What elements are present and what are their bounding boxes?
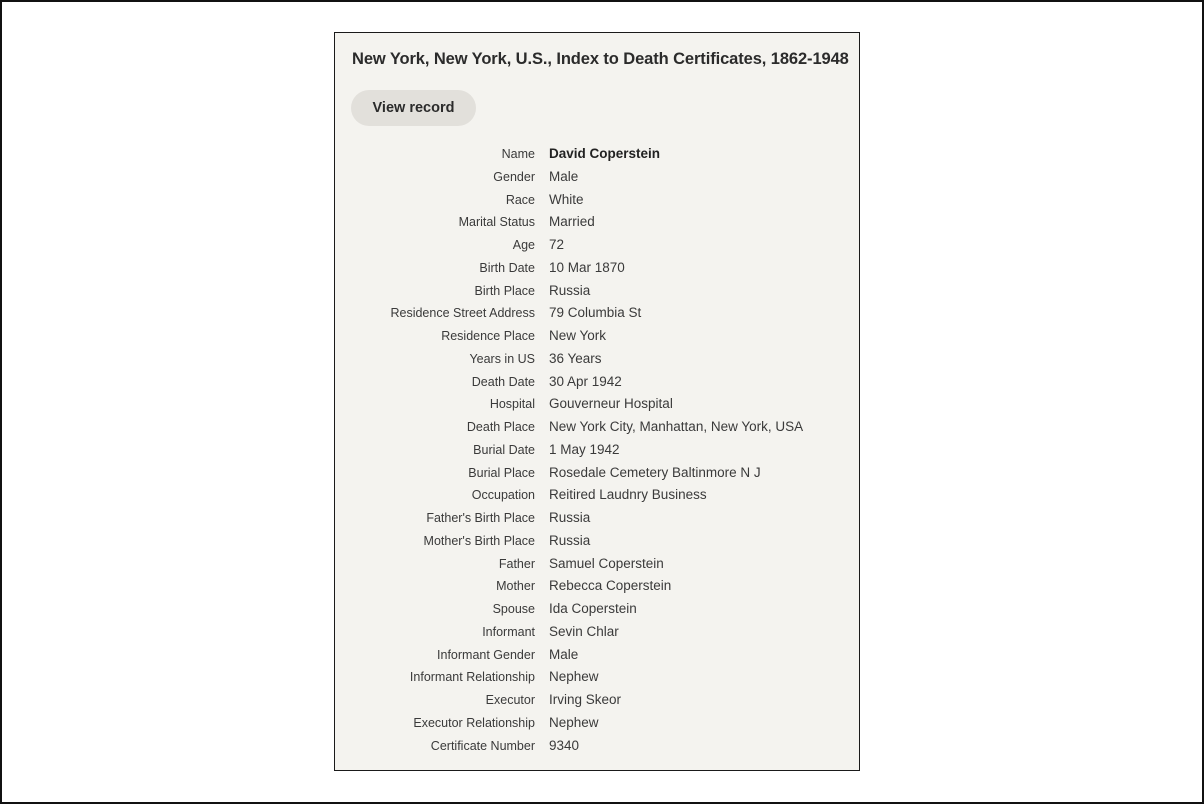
field-value: 79 Columbia St: [549, 305, 642, 321]
field-value: Russia: [549, 510, 591, 525]
field-value: Married: [549, 214, 595, 230]
field-label: Spouse: [492, 602, 535, 616]
field-row: [335, 280, 859, 303]
field-value: David Coperstein: [549, 146, 661, 161]
field-value: New York City, Manhattan, New York, USA: [549, 419, 804, 434]
field-label: Marital Status: [458, 215, 535, 230]
field-row: [335, 143, 859, 166]
field-label: Burial Date: [473, 442, 535, 457]
field-row: [335, 553, 859, 576]
field-label: Residence Place: [441, 329, 535, 343]
field-row: [335, 689, 859, 712]
field-row: [335, 666, 859, 689]
field-row: [335, 416, 859, 439]
field-value: Sevin Chlar: [549, 623, 619, 639]
field-row: [335, 462, 859, 485]
record-title: New York, New York, U.S., Index to Death Certificates, 1862-1948: [352, 50, 849, 68]
record-card: [334, 32, 860, 771]
field-value: Gouverneur Hospital: [549, 396, 673, 412]
field-value: Nephew: [549, 669, 599, 685]
field-label: Executor: [485, 693, 535, 707]
field-label: Gender: [493, 169, 535, 184]
field-value: New York: [549, 328, 607, 343]
field-label: Birth Date: [479, 260, 535, 275]
field-row: [335, 189, 859, 212]
field-value: Irving Skeor: [549, 692, 622, 707]
field-value: 1 May 1942: [549, 441, 620, 457]
field-value: Male: [549, 168, 579, 184]
field-row: [335, 735, 859, 758]
field-row: [335, 575, 859, 598]
field-value: 30 Apr 1942: [549, 373, 622, 389]
field-value: Russia: [549, 282, 591, 298]
field-row: [335, 507, 859, 530]
field-row: [335, 621, 859, 644]
field-label: Burial Place: [468, 465, 535, 480]
field-value: 9340: [549, 737, 580, 753]
field-label: Informant Gender: [437, 647, 535, 662]
field-row: [335, 598, 859, 621]
field-row: [335, 439, 859, 462]
field-label: Death Date: [471, 374, 535, 389]
field-value: Russia: [549, 532, 591, 548]
field-label: Race: [505, 192, 535, 207]
field-value: Samuel Coperstein: [549, 555, 664, 571]
view-record-button[interactable]: View record: [351, 90, 476, 126]
field-label: Death Place: [466, 420, 535, 434]
field-row: [335, 166, 859, 189]
field-label: Mother's Birth Place: [423, 533, 535, 548]
field-label: Informant: [482, 624, 535, 639]
field-label: Occupation: [471, 488, 535, 503]
field-row: [335, 302, 859, 325]
field-value: Reitired Laudnry Business: [549, 487, 707, 503]
field-row: [335, 371, 859, 394]
field-value: Rebecca Coperstein: [549, 578, 672, 594]
field-value: Male: [549, 646, 579, 662]
record-fields: [335, 143, 859, 757]
field-row: [335, 530, 859, 553]
field-row: [335, 325, 859, 348]
field-label: Mother: [496, 579, 535, 594]
field-label: Residence Street Address: [390, 306, 535, 321]
field-label: Years in US: [469, 351, 535, 366]
field-value: Ida Coperstein: [549, 601, 637, 616]
field-value: 72: [549, 237, 565, 252]
field-value: White: [549, 191, 584, 207]
field-label: Birth Place: [474, 283, 535, 298]
field-value: Nephew: [549, 714, 599, 730]
field-label: Father's Birth Place: [426, 511, 535, 525]
field-label: Age: [512, 238, 535, 252]
field-label: Hospital: [489, 397, 535, 412]
field-value: 36 Years: [549, 350, 602, 366]
field-row: [335, 644, 859, 667]
field-label: Certificate Number: [430, 738, 535, 753]
field-row: [335, 393, 859, 416]
field-row: [335, 211, 859, 234]
field-value: 10 Mar 1870: [549, 259, 625, 275]
field-value: Rosedale Cemetery Baltinmore N J: [549, 464, 761, 480]
field-row: [335, 257, 859, 280]
field-label: Informant Relationship: [409, 670, 535, 685]
field-row: [335, 484, 859, 507]
field-label: Name: [501, 147, 535, 161]
field-label: Father: [498, 556, 535, 571]
field-label: Executor Relationship: [413, 715, 535, 730]
field-row: [335, 348, 859, 371]
field-row: [335, 234, 859, 257]
field-row: [335, 712, 859, 735]
